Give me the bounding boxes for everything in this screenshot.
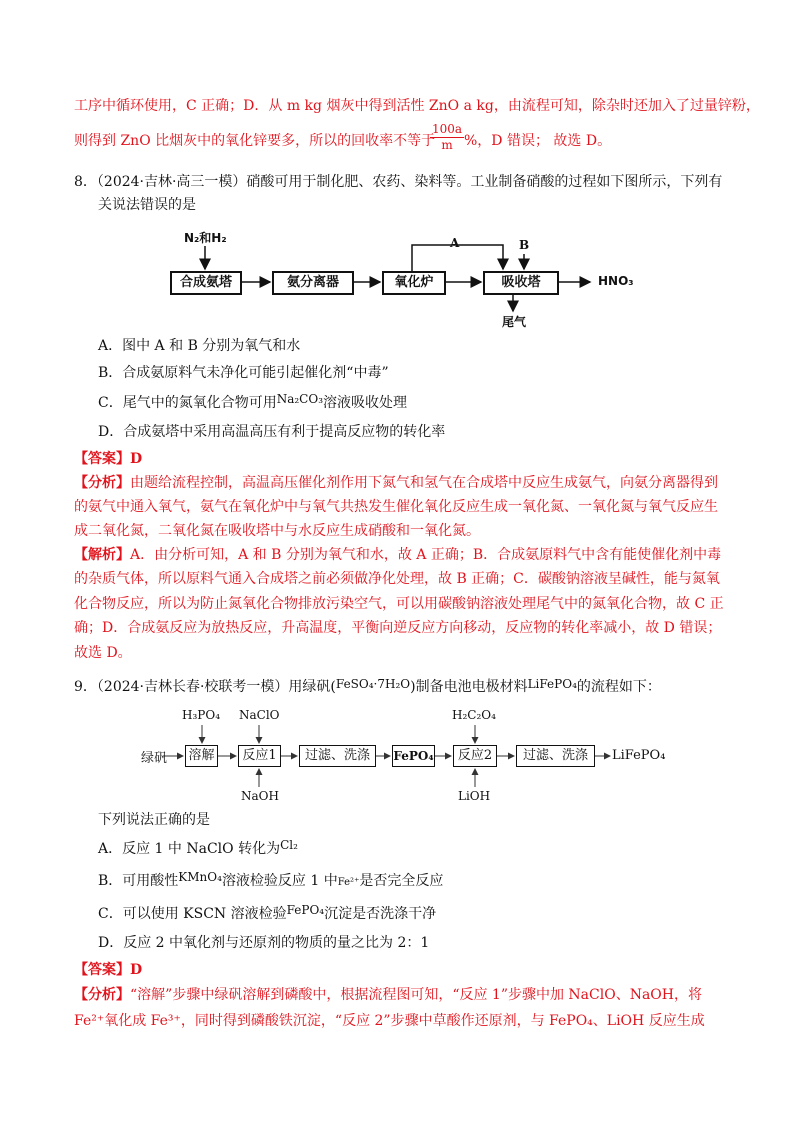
q9-stem-text-1: 9．（2024·吉林长春·校联考一模）用绿矾( (74, 679, 336, 695)
q8-box-absorption-tower: 吸收塔 (483, 271, 559, 295)
q9-input-naoh: NaOH (241, 789, 279, 803)
q9-input-naclo: NaClO (239, 708, 280, 722)
q9-option-b-text-2: 溶液检验反应 1 中 (221, 873, 338, 889)
q9-stem (74, 677, 661, 697)
q8-option-a: A．图中 A 和 B 分别为氧气和水 (98, 338, 301, 354)
q9-option-b-formula: KMnO₄ (178, 870, 222, 884)
q9-option-a (98, 839, 298, 859)
q8-label-a: A (450, 236, 460, 250)
q8-stem-2: 关说法错误的是 (98, 197, 196, 213)
q9-input-h2c2o4: H₂C₂O₄ (452, 708, 496, 722)
q9-analysis-1-text: “溶解”步骤中绿矾溶解到磷酸中，根据流程图可知，“反应 1”步骤中加 NaClO、NaOH，将 (130, 987, 702, 1003)
q9-box-reaction-2: 反应2 (453, 745, 497, 767)
q9-stem-text-3: 的流程如下： (576, 679, 661, 695)
q8-box-synthesis-tower: 合成氨塔 (170, 271, 242, 295)
q8-option-c (98, 393, 407, 413)
q8-box-oxidation-furnace: 氧化炉 (382, 271, 446, 295)
q8-explain-3: 化合物反应，所以为防止氮氧化合物排放污染空气，可以用碳酸钠溶液处理尾气中的氮氧化合物，故 C 正 (74, 596, 724, 612)
q8-stem-1: 8．（2024·吉林·高三一模）硝酸可用于制化肥、农药、染料等。工业制备硝酸的过程如下图所示，下列有 (74, 174, 723, 190)
q9-box-filter-wash-1: 过滤、洗涤 (299, 745, 376, 767)
q8-output-hno3: HNO₃ (598, 274, 634, 288)
q9-option-c-text-2: 沉淀是否洗涤干净 (324, 906, 437, 922)
q9-stem-formula-1: FeSO₄·7H₂O (335, 677, 411, 691)
q8-option-c-formula: Na₂CO₃ (276, 392, 324, 406)
fraction-denominator: m (441, 138, 453, 152)
q9-input-lioh: LiOH (458, 789, 491, 803)
q8-explain-5: 故选 D。 (74, 645, 132, 661)
q9-box-fepo4: FePO₄ (392, 745, 435, 767)
q8-analysis-tag: 【分析】 (74, 475, 130, 491)
q8-box-ammonia-separator: 氨分离器 (272, 271, 354, 295)
q9-stem-text-2: )制备电池电极材料 (410, 679, 528, 695)
q8-explain-4: 确；D．合成氨反应为放热反应，升高温度，平衡向逆反应方向移动，反应物的转化率减小，故 D 错误； (74, 620, 722, 636)
q9-option-b (98, 871, 443, 893)
q8-option-c-text-1: C．尾气中的氮氧化合物可用 (98, 395, 277, 411)
q9-analysis-1 (74, 985, 702, 1005)
prev-line-2b: %，D 错误； 故选 D。 (464, 133, 612, 149)
q8-tail-gas: 尾气 (502, 315, 527, 329)
q8-explain-tag: 【解析】 (74, 547, 130, 563)
q9-option-b-text-1: B．可用酸性 (98, 873, 179, 889)
prev-line-2a: 则得到 ZnO 比烟灰中的氧化锌要多，所以的回收率不等于 (74, 133, 436, 149)
q9-question: 下列说法正确的是 (98, 812, 210, 828)
q9-option-b-ion: Fe²⁺ (337, 877, 360, 888)
q8-analysis-1 (74, 473, 718, 493)
q8-input-label: N₂和H₂ (184, 231, 227, 245)
q9-option-a-formula: Cl₂ (280, 838, 298, 852)
prev-line-1: 工序中循环使用，C 正确；D．从 m kg 烟灰中得到活性 ZnO a kg，由流程可知，除杂时还加入了过量锌粉， (74, 98, 760, 114)
q8-option-b: B．合成氨原料气未净化可能引起催化剂“中毒” (98, 365, 389, 381)
q9-analysis-2: Fe²⁺氧化成 Fe³⁺，同时得到磷酸铁沉淀，“反应 2”步骤中草酸作还原剂，与 FePO₄、LiOH 反应生成 (74, 1013, 705, 1029)
q9-option-b-text-3: 是否完全反应 (359, 873, 444, 889)
fraction-numerator: 100a (432, 122, 463, 136)
q8-option-c-text-2: 溶液吸收处理 (323, 395, 408, 411)
q8-option-d: D．合成氨塔中采用高温高压有利于提高反应物的转化率 (98, 424, 446, 440)
q8-answer: 【答案】D (74, 451, 143, 467)
q8-explain-1 (74, 545, 721, 565)
q9-box-filter-wash-2: 过滤、洗涤 (516, 745, 595, 767)
q8-explain-2: 的杂质气体，所以原料气通入合成塔之前必须做净化处理，故 B 正确；C．碳酸钠溶液呈碱性，能与氮氧 (74, 571, 720, 587)
q9-option-a-text: A．反应 1 中 NaClO 转化为 (98, 841, 281, 857)
q9-box-reaction-1: 反应1 (238, 745, 281, 767)
q9-stem-formula-2: LiFePO₄ (527, 677, 577, 691)
q9-start-label: 绿矾 (141, 751, 168, 766)
q8-analysis-2: 的氨气中通入氧气，氨气在氧化炉中与氧气共热发生催化氧化反应生成一氧化氮、一氧化氮与氧气反应生 (74, 499, 718, 515)
q9-answer: 【答案】D (74, 962, 143, 978)
q8-label-b: B (519, 238, 530, 252)
q9-option-c-text-1: C．可以使用 KSCN 溶液检验 (98, 906, 287, 922)
q9-box-dissolve: 溶解 (185, 745, 218, 767)
q9-end-label: LiFePO₄ (612, 748, 666, 763)
q8-analysis-1-text: 由题给流程控制，高温高压催化剂作用下氮气和氢气在合成塔中反应生成氨气，向氨分离器得到 (130, 475, 718, 491)
q9-option-c-formula: FePO₄ (286, 903, 325, 917)
q9-option-d: D．反应 2 中氧化剂与还原剂的物质的量之比为 2：1 (98, 935, 430, 951)
q8-explain-1-text: A．由分析可知，A 和 B 分别为氧气和水，故 A 正确；B．合成氨原料气中含有能使催化剂中毒 (130, 547, 722, 563)
q9-analysis-tag: 【分析】 (74, 987, 130, 1003)
q9-input-h3po4: H₃PO₄ (182, 708, 220, 722)
q9-option-c (98, 904, 436, 924)
q8-analysis-3: 成二氧化氮，二氧化氮在吸收塔中与水反应生成硝酸和一氧化氮。 (74, 523, 480, 539)
